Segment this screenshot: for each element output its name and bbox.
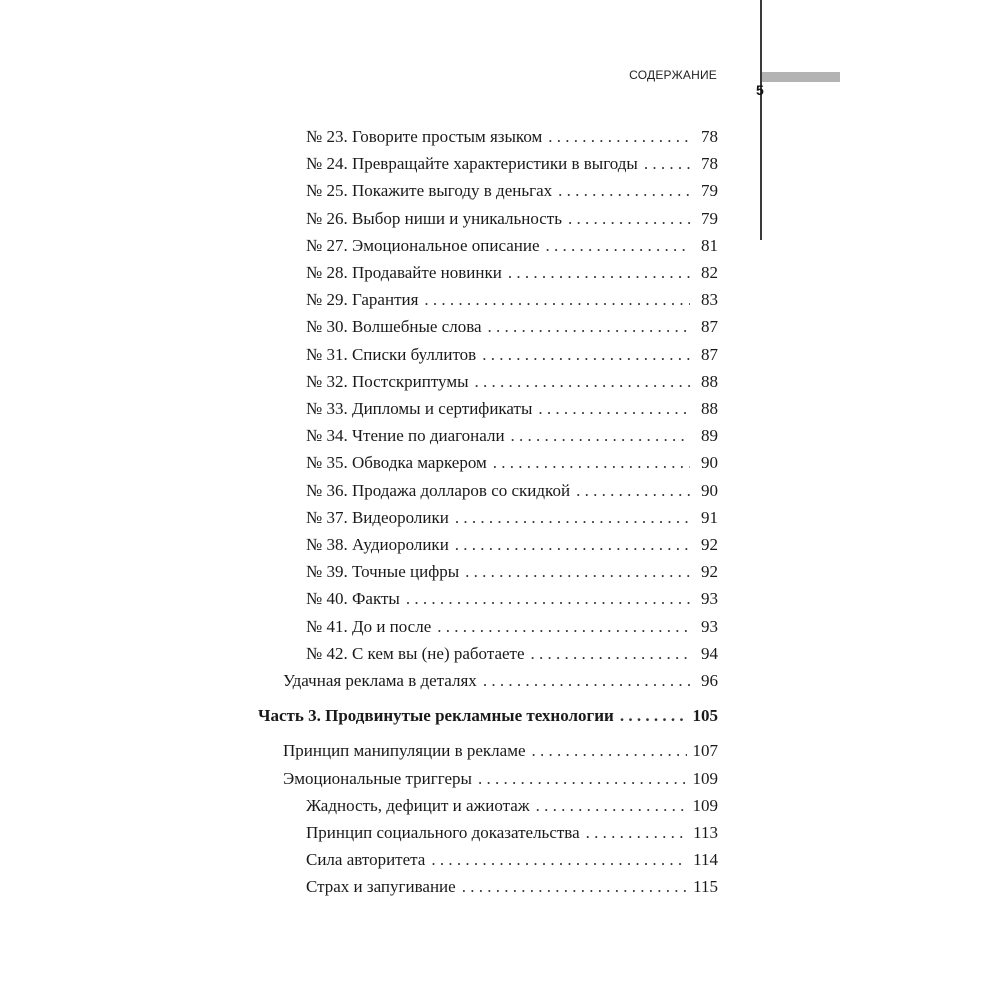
dot-leader xyxy=(424,290,690,310)
toc-entry-title: № 40. Факты xyxy=(306,589,400,609)
dot-leader xyxy=(538,399,690,419)
toc-entry xyxy=(306,589,718,609)
dot-leader xyxy=(508,263,690,283)
toc-entry xyxy=(306,535,718,555)
dot-leader xyxy=(475,372,690,392)
toc-entry-page: 94 xyxy=(701,643,718,663)
dot-leader xyxy=(558,181,690,201)
toc-entry-title: № 25. Покажите выгоду в деньгах xyxy=(306,181,553,201)
toc-entry-title: № 35. Обводка маркером xyxy=(306,453,487,473)
dot-leader xyxy=(548,127,690,147)
toc-entry-title: Страх и запугивание xyxy=(306,877,456,897)
running-header-title: СОДЕРЖАНИЕ xyxy=(629,68,717,82)
toc-entry-page: 78 xyxy=(701,154,718,174)
toc-entry-title: № 30. Волшебные слова xyxy=(306,317,482,337)
toc-entry xyxy=(306,372,718,392)
toc-entry-title: № 36. Продажа долларов со скидкой xyxy=(306,480,571,500)
dot-leader xyxy=(511,426,690,446)
toc-entry xyxy=(306,181,718,201)
toc-entry xyxy=(306,508,718,528)
toc-entry-page: 81 xyxy=(701,235,718,255)
toc-entry-page: 115 xyxy=(693,877,718,897)
toc-entry-title: № 37. Видеоролики xyxy=(306,507,449,527)
toc-entry-title: № 24. Превращайте характеристики в выгоды xyxy=(306,154,638,174)
toc-entry-page: 88 xyxy=(701,399,718,418)
dot-leader xyxy=(465,562,690,582)
toc-entry xyxy=(306,877,718,897)
toc-entry-title: № 33. Дипломы и сертификаты xyxy=(306,399,533,418)
toc-entry xyxy=(306,154,718,174)
toc-entry-page: 90 xyxy=(701,480,718,500)
toc-entry-title: Принцип социального доказательства xyxy=(306,823,580,842)
dot-leader xyxy=(406,589,690,609)
toc-entry-page: 88 xyxy=(701,371,718,391)
toc-entry xyxy=(306,236,718,256)
dot-leader xyxy=(483,671,690,691)
toc-entry-title: № 34. Чтение по диагонали xyxy=(306,426,505,446)
toc-entry-title: Принцип манипуляции в рекламе xyxy=(283,741,526,761)
toc-entry-title: № 38. Аудиоролики xyxy=(306,535,449,554)
toc-entry xyxy=(306,617,718,637)
toc-part-heading xyxy=(258,706,718,726)
dot-leader xyxy=(532,741,687,761)
dot-leader xyxy=(437,617,690,637)
toc-entry-page: 105 xyxy=(692,706,718,726)
page-number: 5 xyxy=(756,82,764,98)
toc-entry-title: № 28. Продавайте новинки xyxy=(306,263,502,282)
toc-entry-page: 92 xyxy=(701,535,718,554)
toc-entry-page: 109 xyxy=(692,768,718,788)
page-edge-line xyxy=(760,0,762,240)
toc-entry-title: Часть 3. Продвинутые рекламные технологии xyxy=(258,706,614,726)
toc-entry-page: 93 xyxy=(701,616,718,636)
toc-entry-page: 92 xyxy=(701,562,718,582)
toc-entry-title: № 41. До и после xyxy=(306,616,432,636)
toc-entry-page: 109 xyxy=(692,795,718,815)
toc-entry xyxy=(306,644,718,664)
toc-entry-title: № 26. Выбор ниши и уникальность xyxy=(306,208,562,228)
toc-entry xyxy=(306,481,718,501)
toc-entry-page: 78 xyxy=(701,127,718,146)
dot-leader xyxy=(455,535,690,555)
toc-entry-title: № 32. Постскриптумы xyxy=(306,371,469,391)
toc-entry-title: Удачная реклама в деталях xyxy=(283,671,477,690)
toc-entry xyxy=(306,850,718,870)
toc-entry-page: 114 xyxy=(693,850,718,870)
toc-entry-title: № 23. Говорите простым языком xyxy=(306,127,543,146)
dot-leader xyxy=(586,823,687,843)
toc-entry-page: 83 xyxy=(701,290,718,310)
dot-leader xyxy=(546,236,690,256)
toc-entry-title: № 31. Списки буллитов xyxy=(306,344,477,364)
toc-entry xyxy=(283,741,718,761)
toc-entry xyxy=(306,345,718,365)
toc-entry xyxy=(306,317,718,337)
toc-entry xyxy=(306,796,718,816)
dot-leader xyxy=(531,644,690,664)
toc-entry-page: 96 xyxy=(701,671,718,690)
toc-entry-page: 89 xyxy=(701,426,718,446)
dot-leader xyxy=(478,769,687,789)
toc-entry-page: 93 xyxy=(701,589,718,609)
toc-entry-title: Сила авторитета xyxy=(306,850,426,870)
header-bar xyxy=(762,72,840,82)
toc-entry-page: 79 xyxy=(701,181,718,201)
toc-entry-title: № 39. Точные цифры xyxy=(306,562,460,582)
dot-leader xyxy=(576,481,690,501)
toc-entry xyxy=(306,426,718,446)
toc-entry-page: 87 xyxy=(701,344,718,364)
toc-entry-page: 107 xyxy=(692,741,718,761)
toc-entry-page: 113 xyxy=(693,823,718,842)
toc-entry-page: 90 xyxy=(701,453,718,473)
toc-entry xyxy=(306,127,718,147)
dot-leader xyxy=(644,154,690,174)
toc-entry-title: Жадность, дефицит и ажиотаж xyxy=(306,795,530,815)
toc-entry-page: 79 xyxy=(701,208,718,228)
toc-entry xyxy=(283,671,718,691)
toc-entry xyxy=(283,769,718,789)
toc-entry-page: 91 xyxy=(701,507,718,527)
toc-entry-title: Эмоциональные триггеры xyxy=(283,768,472,788)
toc-entry-title: № 27. Эмоциональное описание xyxy=(306,235,540,255)
toc-entry xyxy=(306,453,718,473)
toc-entry xyxy=(306,290,718,310)
toc-entry xyxy=(306,263,718,283)
toc-entry-title: № 42. С кем вы (не) работаете xyxy=(306,643,525,663)
dot-leader xyxy=(455,508,690,528)
dot-leader xyxy=(462,877,687,897)
dot-leader xyxy=(568,209,690,229)
dot-leader xyxy=(431,850,687,870)
dot-leader xyxy=(620,706,687,726)
toc-entry-page: 87 xyxy=(701,317,718,337)
dot-leader xyxy=(482,345,690,365)
toc-entry xyxy=(306,209,718,229)
toc-entry xyxy=(306,399,718,419)
dot-leader xyxy=(536,796,687,816)
toc-entry xyxy=(306,562,718,582)
dot-leader xyxy=(488,317,690,337)
toc-entry-title: № 29. Гарантия xyxy=(306,290,419,310)
toc-entry xyxy=(306,823,718,843)
dot-leader xyxy=(493,453,690,473)
toc-entry-page: 82 xyxy=(701,263,718,282)
